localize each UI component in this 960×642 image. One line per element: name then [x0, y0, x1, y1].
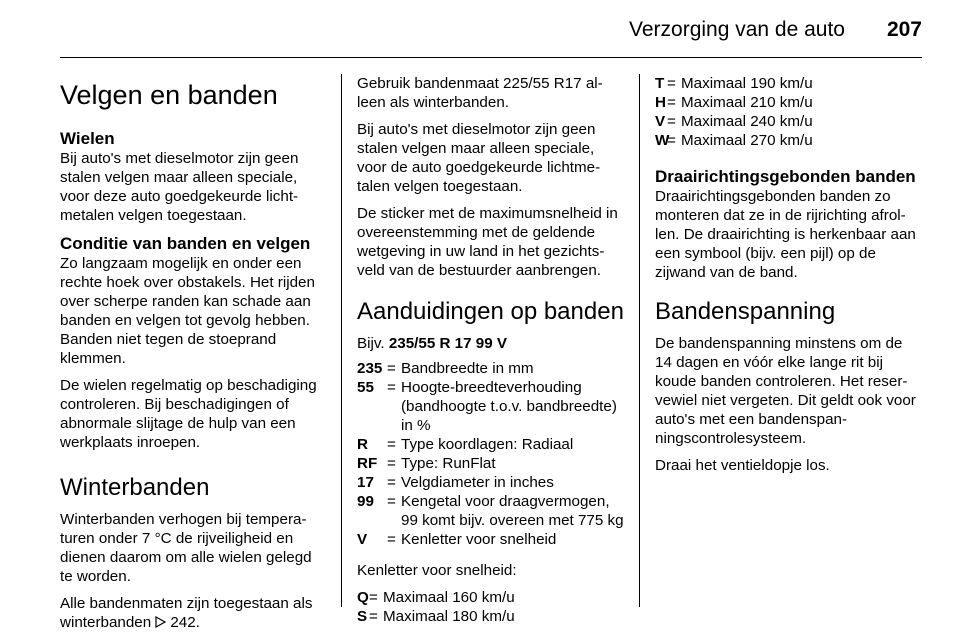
definition-value: Bandbreedte in mm	[401, 360, 534, 377]
column-divider-2	[639, 74, 640, 607]
definition-value: Maximaal 190 km/u	[681, 75, 813, 92]
paragraph-conditie-1: Zo langzaam mogelijk en onder een rechte hoek over obstakels. Het rijden over scherpe randen kan schade aan banden en velgen tot gevolg hebben. Banden niet tegen de stoeprand klemmen.	[60, 255, 315, 367]
definition-value: Maximaal 210 km/u	[681, 94, 813, 111]
paragraph-bandenspanning-1: De bandenspanning minstens om de 14 dagen en vóór elke lange rit bij koude banden controleren. Het reservewiel niet vergeten. Dit geldt ook voor auto's met een bandenspanningscontrolesysteem.	[655, 335, 916, 447]
definition-key: RF	[357, 455, 378, 472]
definition-value: Kenletter voor snelheid	[401, 531, 557, 548]
definition-value: Hoogte-breedteverhouding (bandhoogte t.o.v. bandbreedte) in %	[401, 379, 617, 434]
heading-conditie: Conditie van banden en velgen	[60, 234, 311, 253]
paragraph-sticker: De sticker met de maximumsnelheid in overeenstemming met de geldende wetgeving in uw land in het gezichtsveld van de bestuurder aanbrengen.	[357, 205, 618, 279]
definition-equals: =	[667, 94, 676, 111]
definition-value: Maximaal 240 km/u	[681, 113, 813, 130]
definition-key: 99	[357, 493, 374, 510]
definition-row	[357, 473, 624, 492]
example-value: 235/55 R 17 99 V	[388, 335, 508, 352]
header-rule	[60, 57, 922, 58]
heading-bandenspanning: Bandenspanning	[655, 298, 836, 325]
definition-key: V	[655, 113, 666, 130]
definition-row	[357, 378, 624, 435]
example-line	[357, 334, 624, 353]
speed-intro: Kenletter voor snelheid:	[357, 562, 517, 579]
definition-equals: =	[387, 531, 396, 548]
definition-key: 55	[357, 379, 374, 396]
winter-ref-link[interactable]: 242.	[170, 614, 200, 631]
column-2	[357, 74, 624, 636]
definition-row	[357, 607, 624, 626]
definition-value: Type koordlagen: Radiaal	[401, 436, 574, 453]
heading-winterbanden: Winterbanden	[60, 474, 210, 501]
definition-equals: =	[387, 455, 396, 472]
definition-row	[655, 93, 921, 112]
definition-equals: =	[387, 436, 396, 453]
definition-equals: =	[667, 132, 676, 149]
definition-row	[655, 112, 921, 131]
reference-arrow-icon	[155, 614, 170, 630]
definition-equals: =	[387, 360, 396, 377]
definition-equals: =	[387, 474, 396, 491]
column-1	[60, 74, 326, 640]
definition-equals: =	[369, 589, 378, 606]
definition-key: V	[357, 531, 368, 548]
page-title: Velgen en banden	[60, 80, 278, 110]
definition-equals: =	[667, 113, 676, 130]
heading-draairichting: Draairichtingsgebonden banden	[655, 167, 916, 186]
definition-row	[357, 588, 624, 607]
definition-key: 235	[357, 360, 383, 377]
paragraph-bandenspanning-2: Draai het ventieldopje los.	[655, 457, 830, 474]
definition-value: Kengetal voor draagvermogen, 99 komt bijv. overeen met 775 kg	[401, 493, 624, 529]
speed-list-1	[357, 588, 624, 626]
definition-value: Type: RunFlat	[401, 455, 496, 472]
paragraph-wielen: Bij auto's met dieselmotor zijn geen stalen velgen maar alleen speciale, voor deze auto goedgekeurde lichtmetalen velgen toegestaan.	[60, 150, 299, 224]
paragraph-winter-2	[60, 594, 326, 632]
heading-wielen: Wielen	[60, 129, 115, 148]
definition-key: H	[655, 94, 666, 111]
definition-value: Velgdiameter in inches	[401, 474, 554, 491]
heading-aanduidingen: Aanduidingen op banden	[357, 298, 624, 325]
paragraph-winter-size: Gebruik bandenmaat 225/55 R17 alleen als winterbanden.	[357, 75, 603, 111]
definition-equals: =	[369, 608, 378, 625]
page-header	[60, 18, 922, 48]
definition-key: W	[655, 132, 670, 149]
definition-key: 17	[357, 474, 374, 491]
speed-list-2	[655, 74, 921, 150]
definition-row	[357, 530, 624, 549]
definition-equals: =	[387, 379, 396, 396]
example-prefix: Bijv.	[357, 335, 385, 352]
marking-definitions	[357, 359, 624, 549]
definition-row	[655, 74, 921, 93]
definition-row	[357, 435, 624, 454]
definition-key: R	[357, 436, 368, 453]
paragraph-diesel: Bij auto's met dieselmotor zijn geen stalen velgen maar alleen speciale, voor de auto goedgekeurde lichtmetalen velgen toegestaan.	[357, 121, 601, 195]
page-number: 207	[886, 18, 922, 41]
definition-value: Maximaal 270 km/u	[681, 132, 813, 149]
definition-value: Maximaal 180 km/u	[383, 608, 515, 625]
definition-row	[357, 359, 624, 378]
column-divider-1	[341, 74, 342, 607]
definition-key: S	[357, 608, 368, 625]
definition-row	[357, 454, 624, 473]
definition-row	[357, 492, 624, 530]
definition-equals: =	[387, 493, 396, 510]
column-3	[655, 74, 921, 483]
paragraph-draairichting: Draairichtingsgebonden banden zo monteren dat ze in de rijrichting afrollen. De draairichting is herkenbaar aan een symbool (bijv. een pijl) op de zijwand van de band.	[655, 188, 916, 281]
section-title: Verzorging van de auto	[629, 18, 845, 41]
definition-value: Maximaal 160 km/u	[383, 589, 515, 606]
definition-key: Q	[357, 589, 369, 606]
definition-row	[655, 131, 921, 150]
definition-equals: =	[667, 75, 676, 92]
definition-key: T	[655, 75, 665, 92]
paragraph-conditie-2: De wielen regelmatig op beschadiging controleren. Bij beschadigingen of abnormale slijtage de hulp van een werkplaats inroepen.	[60, 377, 317, 451]
winter-text: Alle bandenmaten zijn toegestaan als winterbanden	[60, 595, 313, 631]
paragraph-winter-1: Winterbanden verhogen bij temperaturen onder 7 °C de rijveiligheid en dienen daarom om alle wielen gelegd te worden.	[60, 511, 312, 585]
